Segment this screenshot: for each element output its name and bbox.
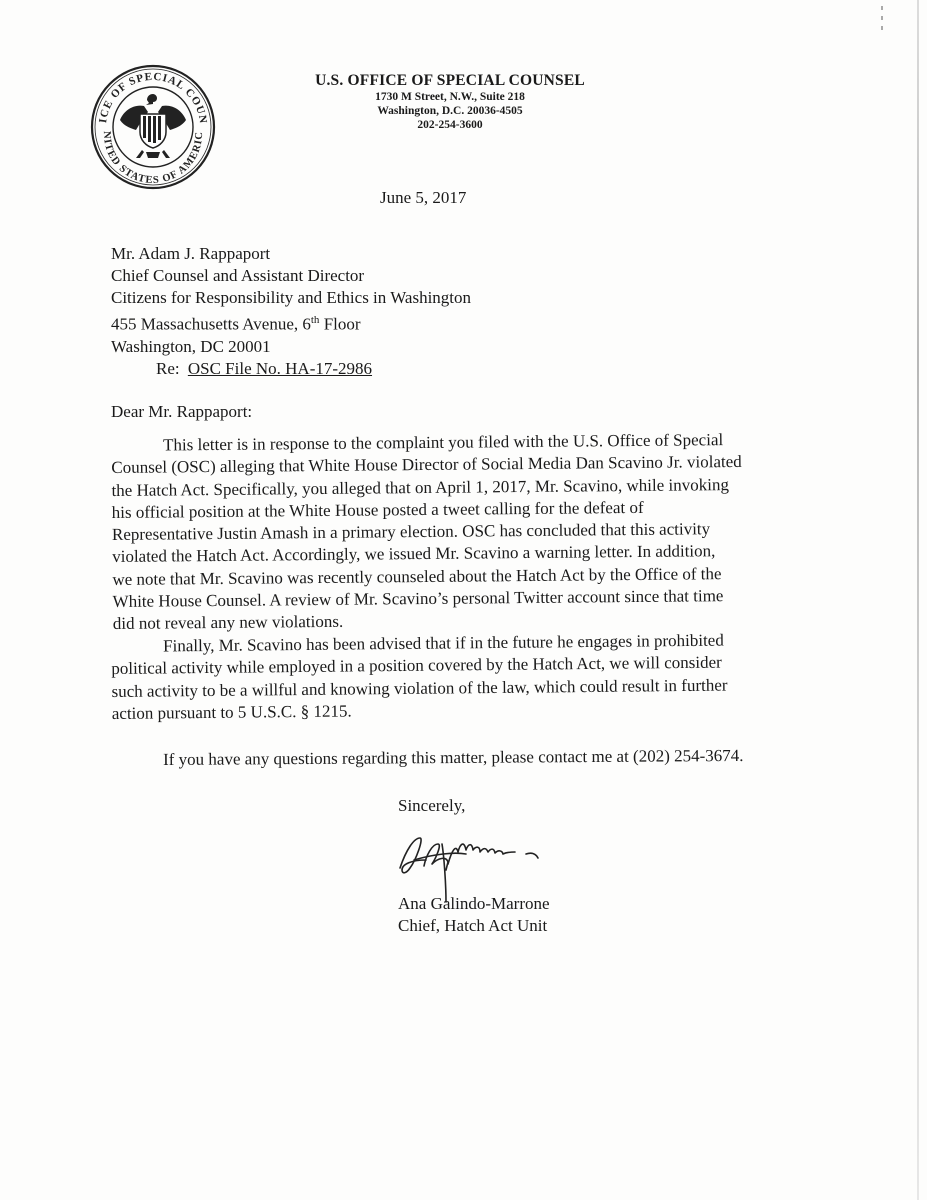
office-street: 1730 M Street, N.W., Suite 218 (375, 91, 525, 103)
paragraph-line: violated the Hatch Act. Accordingly, we issued Mr. Scavino a warning letter. In addition, (112, 541, 716, 567)
recipient-address (111, 243, 471, 358)
scan-edge-marks (881, 0, 889, 60)
recipient-organization: Citizens for Responsibility and Ethics in Washington (111, 288, 472, 307)
recipient-title: Chief Counsel and Assistant Director (111, 266, 365, 285)
osc-file-number: OSC File No. HA-17-2986 (187, 359, 373, 378)
svg-text:UNITED STATES OF AMERICA: NITED STATES OF AMERIC (100, 130, 206, 187)
body-paragraph-3: If you have any questions regarding this matter, please contact me at (202) 254-3674. (163, 745, 744, 769)
paragraph-line: the Hatch Act. Specifically, you alleged that on April 1, 2017, Mr. Scavino, while invoking (111, 474, 729, 500)
paragraph-line: White House Counsel. A review of Mr. Scavino’s personal Twitter account since that time (112, 586, 724, 612)
paragraph-line: we note that Mr. Scavino was recently counseled about the Hatch Act by the Office of the (112, 563, 722, 589)
signer-title: Chief, Hatch Act Unit (398, 916, 548, 935)
signer-name: Ana Galindo-Marrone (398, 894, 550, 913)
reference-line (156, 359, 372, 379)
recipient-street: 455 Massachusetts Avenue, 6th Floor (111, 314, 361, 334)
body-paragraph-2 (111, 629, 802, 725)
svg-text:OFFICE OF SPECIAL COUNSEL: ICE OF SPECIAL COUN (97, 70, 210, 125)
salutation: Dear Mr. Rappaport: (111, 402, 253, 421)
paragraph-line: did not reveal any new violations. (112, 612, 344, 634)
re-label: Re: (156, 359, 180, 378)
paragraph-line: This letter is in response to the complaint you filed with the U.S. Office of Special (163, 430, 724, 455)
paragraph-line: action pursuant to 5 U.S.C. § 1215. (111, 701, 352, 723)
office-name: U.S. OFFICE OF SPECIAL COUNSEL (315, 72, 585, 89)
recipient-name: Mr. Adam J. Rappaport (111, 244, 271, 263)
paragraph-line: Counsel (OSC) alleging that White House Director of Social Media Dan Scavino Jr. violated (111, 452, 742, 478)
letter-date: June 5, 2017 (380, 188, 467, 207)
paragraph-line: Finally, Mr. Scavino has been advised that if in the future he engages in prohibited (163, 630, 724, 656)
osc-seal-icon (90, 64, 216, 190)
paragraph-line: his official position at the White House posted a tweet calling for the defeat of (111, 497, 644, 522)
office-phone: 202-254-3600 (417, 119, 483, 131)
closing: Sincerely, (398, 796, 466, 815)
paragraph-line: Representative Justin Amash in a primary election. OSC has concluded that this activity (111, 519, 711, 545)
signer-block (398, 893, 550, 937)
letterhead (300, 72, 600, 132)
paragraph-line: political activity while employed in a position covered by the Hatch Act, we will consider (111, 652, 722, 679)
office-city: Washington, D.C. 20036-4505 (377, 105, 523, 117)
scan-edge-line (917, 0, 919, 1200)
body-paragraph-1 (111, 428, 803, 635)
recipient-city: Washington, DC 20001 (111, 336, 271, 356)
paragraph-line: such activity to be a willful and knowing violation of the law, which could result in further (111, 675, 728, 701)
